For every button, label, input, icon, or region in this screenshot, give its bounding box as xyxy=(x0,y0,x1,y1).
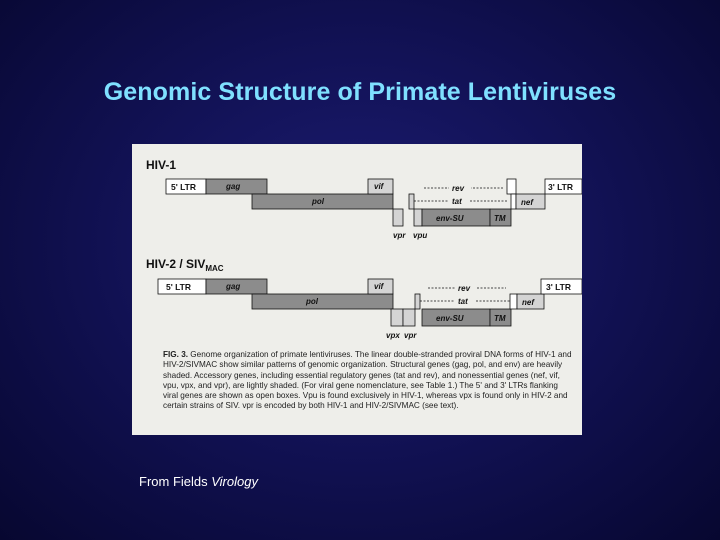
hiv1-title: HIV-1 xyxy=(146,158,177,172)
hiv1-ltr3-label: 3' LTR xyxy=(548,182,574,192)
hiv2-env-su-label: env-SU xyxy=(436,314,464,323)
hiv2-pol-label: pol xyxy=(306,297,318,306)
hiv1-tat-exon2-box xyxy=(511,194,516,209)
hiv2-ltr3-label: 3' LTR xyxy=(546,282,572,292)
hiv1-rev-exon2-box xyxy=(507,179,516,194)
hiv1-gag-label: gag xyxy=(226,182,241,191)
hiv1-vpu-box xyxy=(414,209,422,226)
hiv1-nef-label: nef xyxy=(521,198,533,207)
hiv2-vif-label: vif xyxy=(374,282,384,291)
hiv1-tm-label: TM xyxy=(494,214,506,223)
hiv1-vif-label: vif xyxy=(374,182,384,191)
hiv1-pol-label: pol xyxy=(312,197,324,206)
hiv1-vpu-label: vpu xyxy=(413,231,428,240)
hiv2-title: $HIV-2 / SIV_{MAC}$ xyxy=(146,257,224,273)
hiv1-env-su-label: env-SU xyxy=(436,214,464,223)
source-credit xyxy=(139,474,258,489)
source-credit-prefix: From Fields xyxy=(139,474,212,489)
hiv1-tat-label: tat xyxy=(452,197,462,206)
hiv2-rev-label: rev xyxy=(458,284,471,293)
hiv1-vpr-box xyxy=(393,209,403,226)
hiv2-vpx-box xyxy=(391,309,403,326)
hiv2-tat-exon1-box xyxy=(415,294,420,309)
hiv2-vpx-label: vpx xyxy=(386,331,400,340)
hiv2-tm-label: TM xyxy=(494,314,506,323)
slide-title: Genomic Structure of Primate Lentiviruses xyxy=(103,78,617,106)
hiv2-vpr-label: vpr xyxy=(404,331,417,340)
figure-caption-label: FIG. 3. xyxy=(163,350,189,359)
hiv2-pol-box xyxy=(252,294,393,309)
hiv2-gag-label: gag xyxy=(226,282,241,291)
hiv2-tat-label: tat xyxy=(458,297,468,306)
hiv1-rev-label: rev xyxy=(452,184,465,193)
figure-caption-text: Genome organization of primate lentiviruses. The linear double-stranded proviral DNA forms of HIV-1 and HIV-2/SIVMAC show similar patterns of genomic organization. Structural genes (gag, pol, and env) are heavily shaded. Accessory genes, including essential regulatory genes (tat and rev), and nonessential genes (nef, vif, vpu, vpx, and vpr), are lightly shaded. (For viral gene nomenclature, see Table 1.) The 5' and 3' LTRs flanking viral genes are shown as open boxes. Vpu is found exclusively in HIV-1, whereas vpx is found only in HIV-2 and certain strains of SIV. vpr is encoded by both HIV-1 and HIV-2/SIVMAC (see text). xyxy=(163,350,572,411)
hiv2-vpr-box xyxy=(403,309,415,326)
hiv2-ltr5-label: 5' LTR xyxy=(166,282,192,292)
genome-diagram xyxy=(132,144,582,354)
source-credit-title: Virology xyxy=(211,474,258,489)
hiv1-ltr5-label: 5' LTR xyxy=(171,182,197,192)
hiv1-vpr-label: vpr xyxy=(393,231,406,240)
hiv1-tat-exon1-box xyxy=(409,194,414,209)
hiv2-tat-exon2-box xyxy=(510,294,517,309)
figure-caption xyxy=(163,350,575,412)
hiv2-nef-label: nef xyxy=(522,298,534,307)
